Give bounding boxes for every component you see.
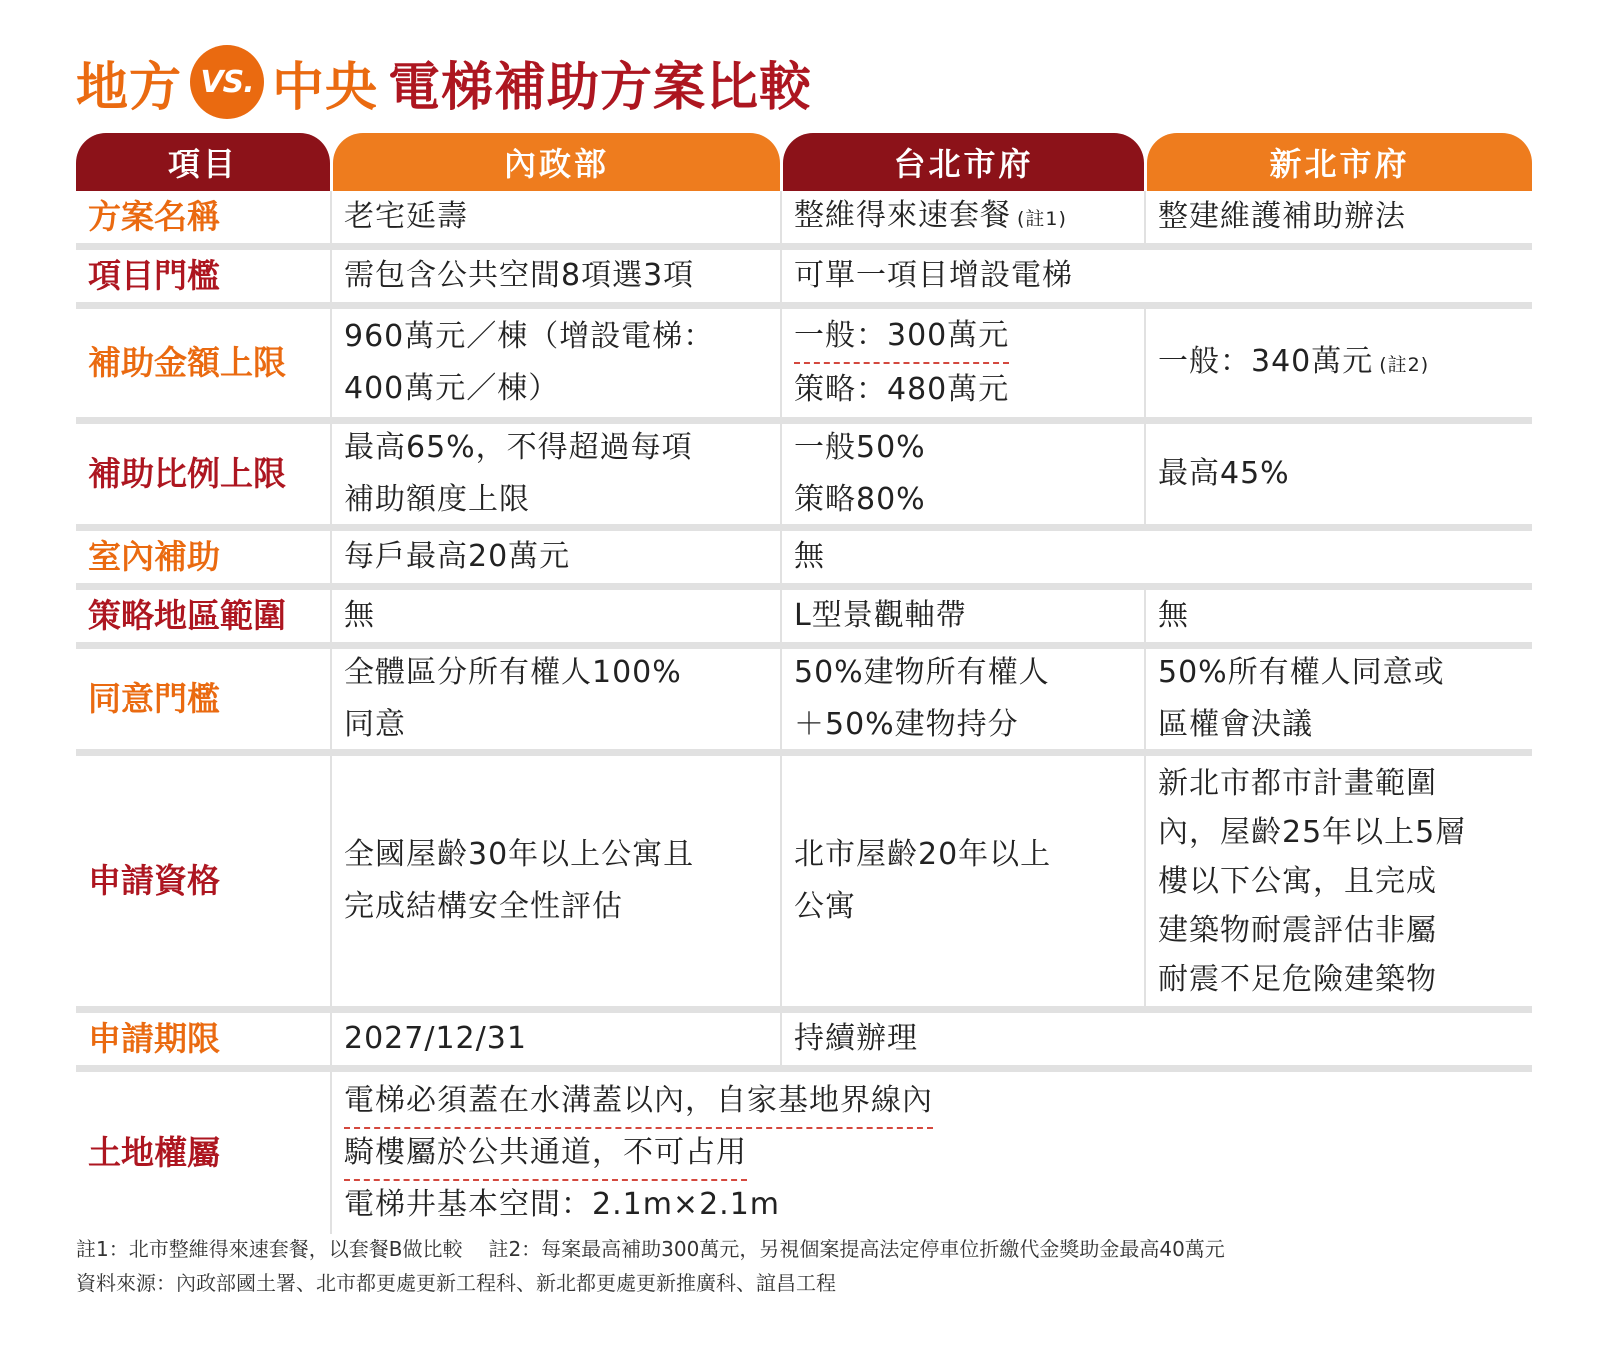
cell-city: 持續辦理 (780, 1013, 1532, 1065)
header-taipei: 台北市府 (783, 133, 1144, 191)
page-title (76, 40, 812, 124)
cell-line: 電梯井基本空間：2.1m×2.1m (344, 1187, 781, 1222)
cell-newtaipei (1144, 756, 1532, 1006)
row-label: 補助比例上限 (88, 454, 286, 493)
cell-taipei (780, 309, 1144, 417)
table-row (76, 309, 1532, 424)
cell-newtaipei (1144, 309, 1532, 417)
cell-line: 耐震不足危險建築物 (1158, 961, 1437, 997)
table-row (76, 756, 1532, 1013)
cell-moi (330, 649, 780, 749)
table-row (76, 531, 1532, 590)
cell-line: 新北市都市計畫範圍 (1158, 765, 1437, 801)
cell-line: 電梯必須蓋在水溝蓋以內，自家基地界線內 (344, 1077, 933, 1129)
cell-line: 建築物耐震評估非屬 (1158, 912, 1437, 948)
row-label: 項目門檻 (88, 256, 220, 295)
cell-moi (330, 756, 780, 1006)
cell-line: 全國屋齡30年以上公寓且 (344, 837, 695, 872)
cell-moi (330, 309, 780, 417)
cell-line: 50%所有權人同意或 (1158, 655, 1445, 690)
cell-moi: 每戶最高20萬元 (330, 531, 780, 583)
cell-moi: 2027/12/31 (330, 1013, 780, 1065)
cell-line: 400萬元／棟） (344, 371, 560, 406)
footnote-1: 註1：北市整維得來速套餐，以套餐B做比較 (76, 1237, 463, 1261)
table-row (76, 649, 1532, 756)
cell-newtaipei: 整建維護補助辦法 (1144, 191, 1532, 243)
cell-line: 全體區分所有權人100% (344, 655, 682, 690)
title-local: 地方 (76, 57, 183, 118)
cell-newtaipei: 無 (1144, 590, 1532, 642)
cell-line: ＋50%建物持分 (794, 707, 1019, 742)
cell-line: 完成結構安全性評估 (344, 889, 623, 924)
table-row (76, 424, 1532, 531)
cell-newtaipei (1144, 649, 1532, 749)
cell-line: 同意 (344, 707, 406, 742)
header-item: 項目 (76, 133, 330, 191)
cell-taipei (780, 649, 1144, 749)
footnote-2: 註2：每案最高補助300萬元，另視個案提高法定停車位折繳代金獎助金最高40萬元 (488, 1237, 1225, 1261)
row-label: 申請期限 (88, 1019, 220, 1058)
cell-moi: 老宅延壽 (330, 191, 780, 243)
row-label: 同意門檻 (88, 679, 220, 718)
source-note: 資料來源：內政部國土署、北市都更處更新工程科、新北都更處更新推廣科、誼昌工程 (76, 1271, 836, 1295)
cell-taipei (780, 424, 1144, 524)
cell-line: 北市屋齡20年以上 (794, 837, 1052, 872)
cell-line: 內，屋齡25年以上5層 (1158, 814, 1467, 850)
cell-line: 公寓 (794, 889, 856, 924)
table-row (76, 1072, 1532, 1234)
cell-moi: 需包含公共空間8項選3項 (330, 250, 780, 302)
cell-taipei (780, 191, 1144, 243)
cell-moi (330, 424, 780, 524)
vs-badge: VS. (190, 45, 264, 119)
table-header (76, 133, 1532, 191)
cell-text: 一般：340萬元 (1158, 343, 1374, 379)
cell-taipei: L型景觀軸帶 (780, 590, 1144, 642)
comparison-table (76, 133, 1532, 1234)
cell-line: 一般：300萬元 (794, 312, 1009, 364)
row-label: 補助金額上限 (88, 343, 286, 382)
cell-line: 樓以下公寓，且完成 (1158, 863, 1437, 899)
table-row (76, 250, 1532, 309)
cell-line: 騎樓屬於公共通道，不可占用 (344, 1129, 747, 1181)
cell-line: 補助額度上限 (344, 482, 530, 517)
table-row (76, 1013, 1532, 1072)
cell-city: 無 (780, 531, 1532, 583)
cell-line: 策略80% (794, 482, 926, 517)
title-central: 中央 (272, 57, 379, 118)
table-row (76, 590, 1532, 649)
row-label: 土地權屬 (88, 1133, 220, 1172)
title-subject: 電梯補助方案比較 (388, 57, 813, 118)
note-ref: (註2) (1379, 353, 1430, 376)
cell-line: 區權會決議 (1158, 707, 1313, 742)
header-moi: 內政部 (333, 133, 780, 191)
table-row (76, 191, 1532, 250)
note-ref: (註1) (1017, 207, 1067, 230)
cell-line: 最高65%，不得超過每項 (344, 430, 693, 465)
cell-line: 960萬元／棟（增設電梯： (344, 319, 715, 354)
row-label: 申請資格 (88, 861, 220, 900)
cell-city: 可單一項目增設電梯 (780, 250, 1532, 302)
row-label: 室內補助 (88, 537, 220, 576)
cell-line: 50%建物所有權人 (794, 655, 1050, 690)
header-newtaipei: 新北市府 (1147, 133, 1532, 191)
cell-moi: 無 (330, 590, 780, 642)
row-label: 策略地區範圍 (88, 596, 286, 635)
cell-line: 策略：480萬元 (794, 372, 1010, 407)
cell-taipei (780, 756, 1144, 1006)
row-label: 方案名稱 (88, 197, 220, 236)
footer-notes (76, 1232, 1546, 1300)
cell-newtaipei: 最高45% (1144, 424, 1532, 524)
cell-all (330, 1072, 1532, 1234)
cell-line: 一般50% (794, 430, 926, 465)
cell-text: 整維得來速套餐 (794, 197, 1011, 233)
